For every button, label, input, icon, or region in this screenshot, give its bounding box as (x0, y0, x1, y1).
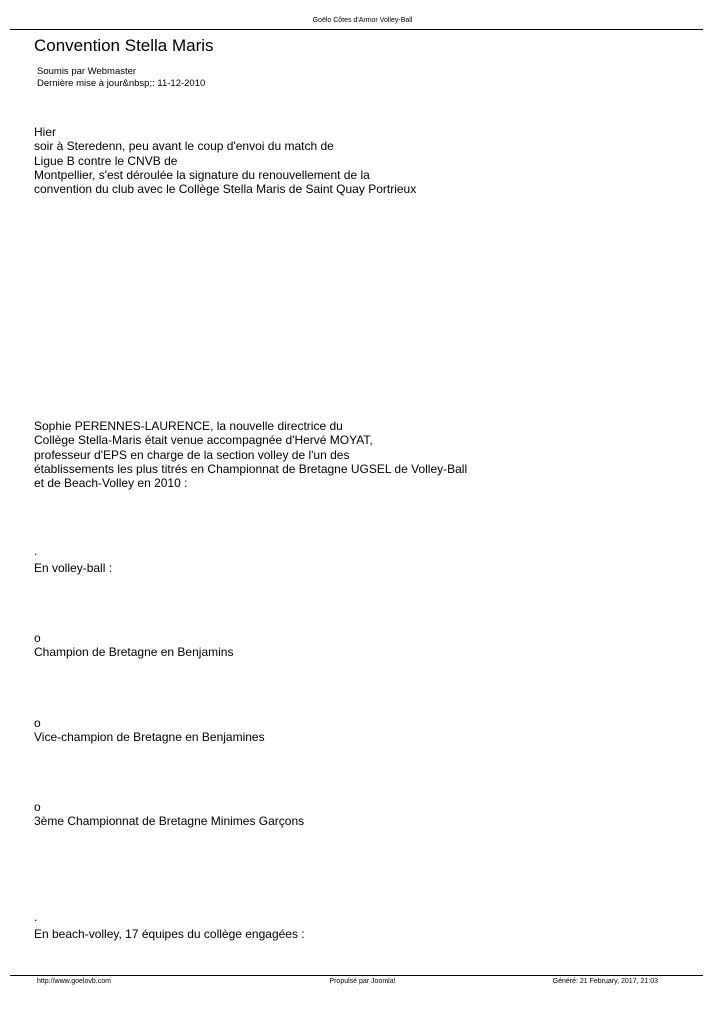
beach-heading: En beach-volley, 17 équipes du collège engagées : (34, 927, 305, 941)
intro-paragraph (34, 125, 416, 196)
header-divider (10, 29, 703, 30)
sub-bullet: o (34, 800, 41, 814)
footer-generated: Généré: 21 February, 2017, 21:03 (552, 978, 658, 985)
paragraph-line: Collège Stella-Maris était venue accompagnée d'Hervé MOYAT, (34, 433, 373, 448)
footer-divider (10, 975, 703, 976)
site-name-header: Goëlo Côtes d'Armor Volley-Ball (312, 17, 413, 24)
paragraph-line: Montpellier, s'est déroulée la signature du renouvellement de la (34, 167, 370, 182)
paragraph-line: Ligue B contre le CNVB de (34, 153, 178, 168)
paragraph-line: et de Beach-Volley en 2010 : (34, 476, 188, 491)
paragraph-line: Hier (34, 125, 57, 139)
result-item: Vice-champion de Bretagne en Benjamines (34, 730, 265, 744)
bullet-dot: . (34, 910, 38, 924)
result-item: Champion de Bretagne en Benjamins (34, 645, 234, 659)
sub-bullet: o (34, 631, 41, 645)
bullet-dot: . (34, 544, 38, 558)
footer-url-link[interactable]: http://www.goelovb.com (37, 978, 111, 985)
submitted-by: Soumis par Webmaster (37, 66, 137, 77)
directrice-paragraph (34, 419, 467, 490)
paragraph-line: convention du club avec le Collège Stella Maris de Saint Quay Portrieux (34, 182, 417, 197)
paragraph-line: professeur d'EPS en charge de la section volley de l'un des (34, 447, 350, 462)
sub-bullet: o (34, 716, 41, 730)
article-title: Convention Stella Maris (34, 36, 214, 55)
last-updated: Dernière mise à jour&nbsp;: 11-12-2010 (37, 78, 206, 89)
result-item: 3ème Championnat de Bretagne Minimes Garçons (34, 814, 305, 828)
footer-powered-by: Propulsé par Joomla! (329, 978, 396, 985)
paragraph-line: Sophie PERENNES-LAURENCE, la nouvelle directrice du (34, 419, 343, 433)
volley-heading: En volley-ball : (34, 561, 113, 575)
paragraph-line: établissements les plus titrés en Championnat de Bretagne UGSEL de Volley-Ball (34, 461, 468, 476)
paragraph-line: soir à Steredenn, peu avant le coup d'envoi du match de (34, 139, 334, 154)
